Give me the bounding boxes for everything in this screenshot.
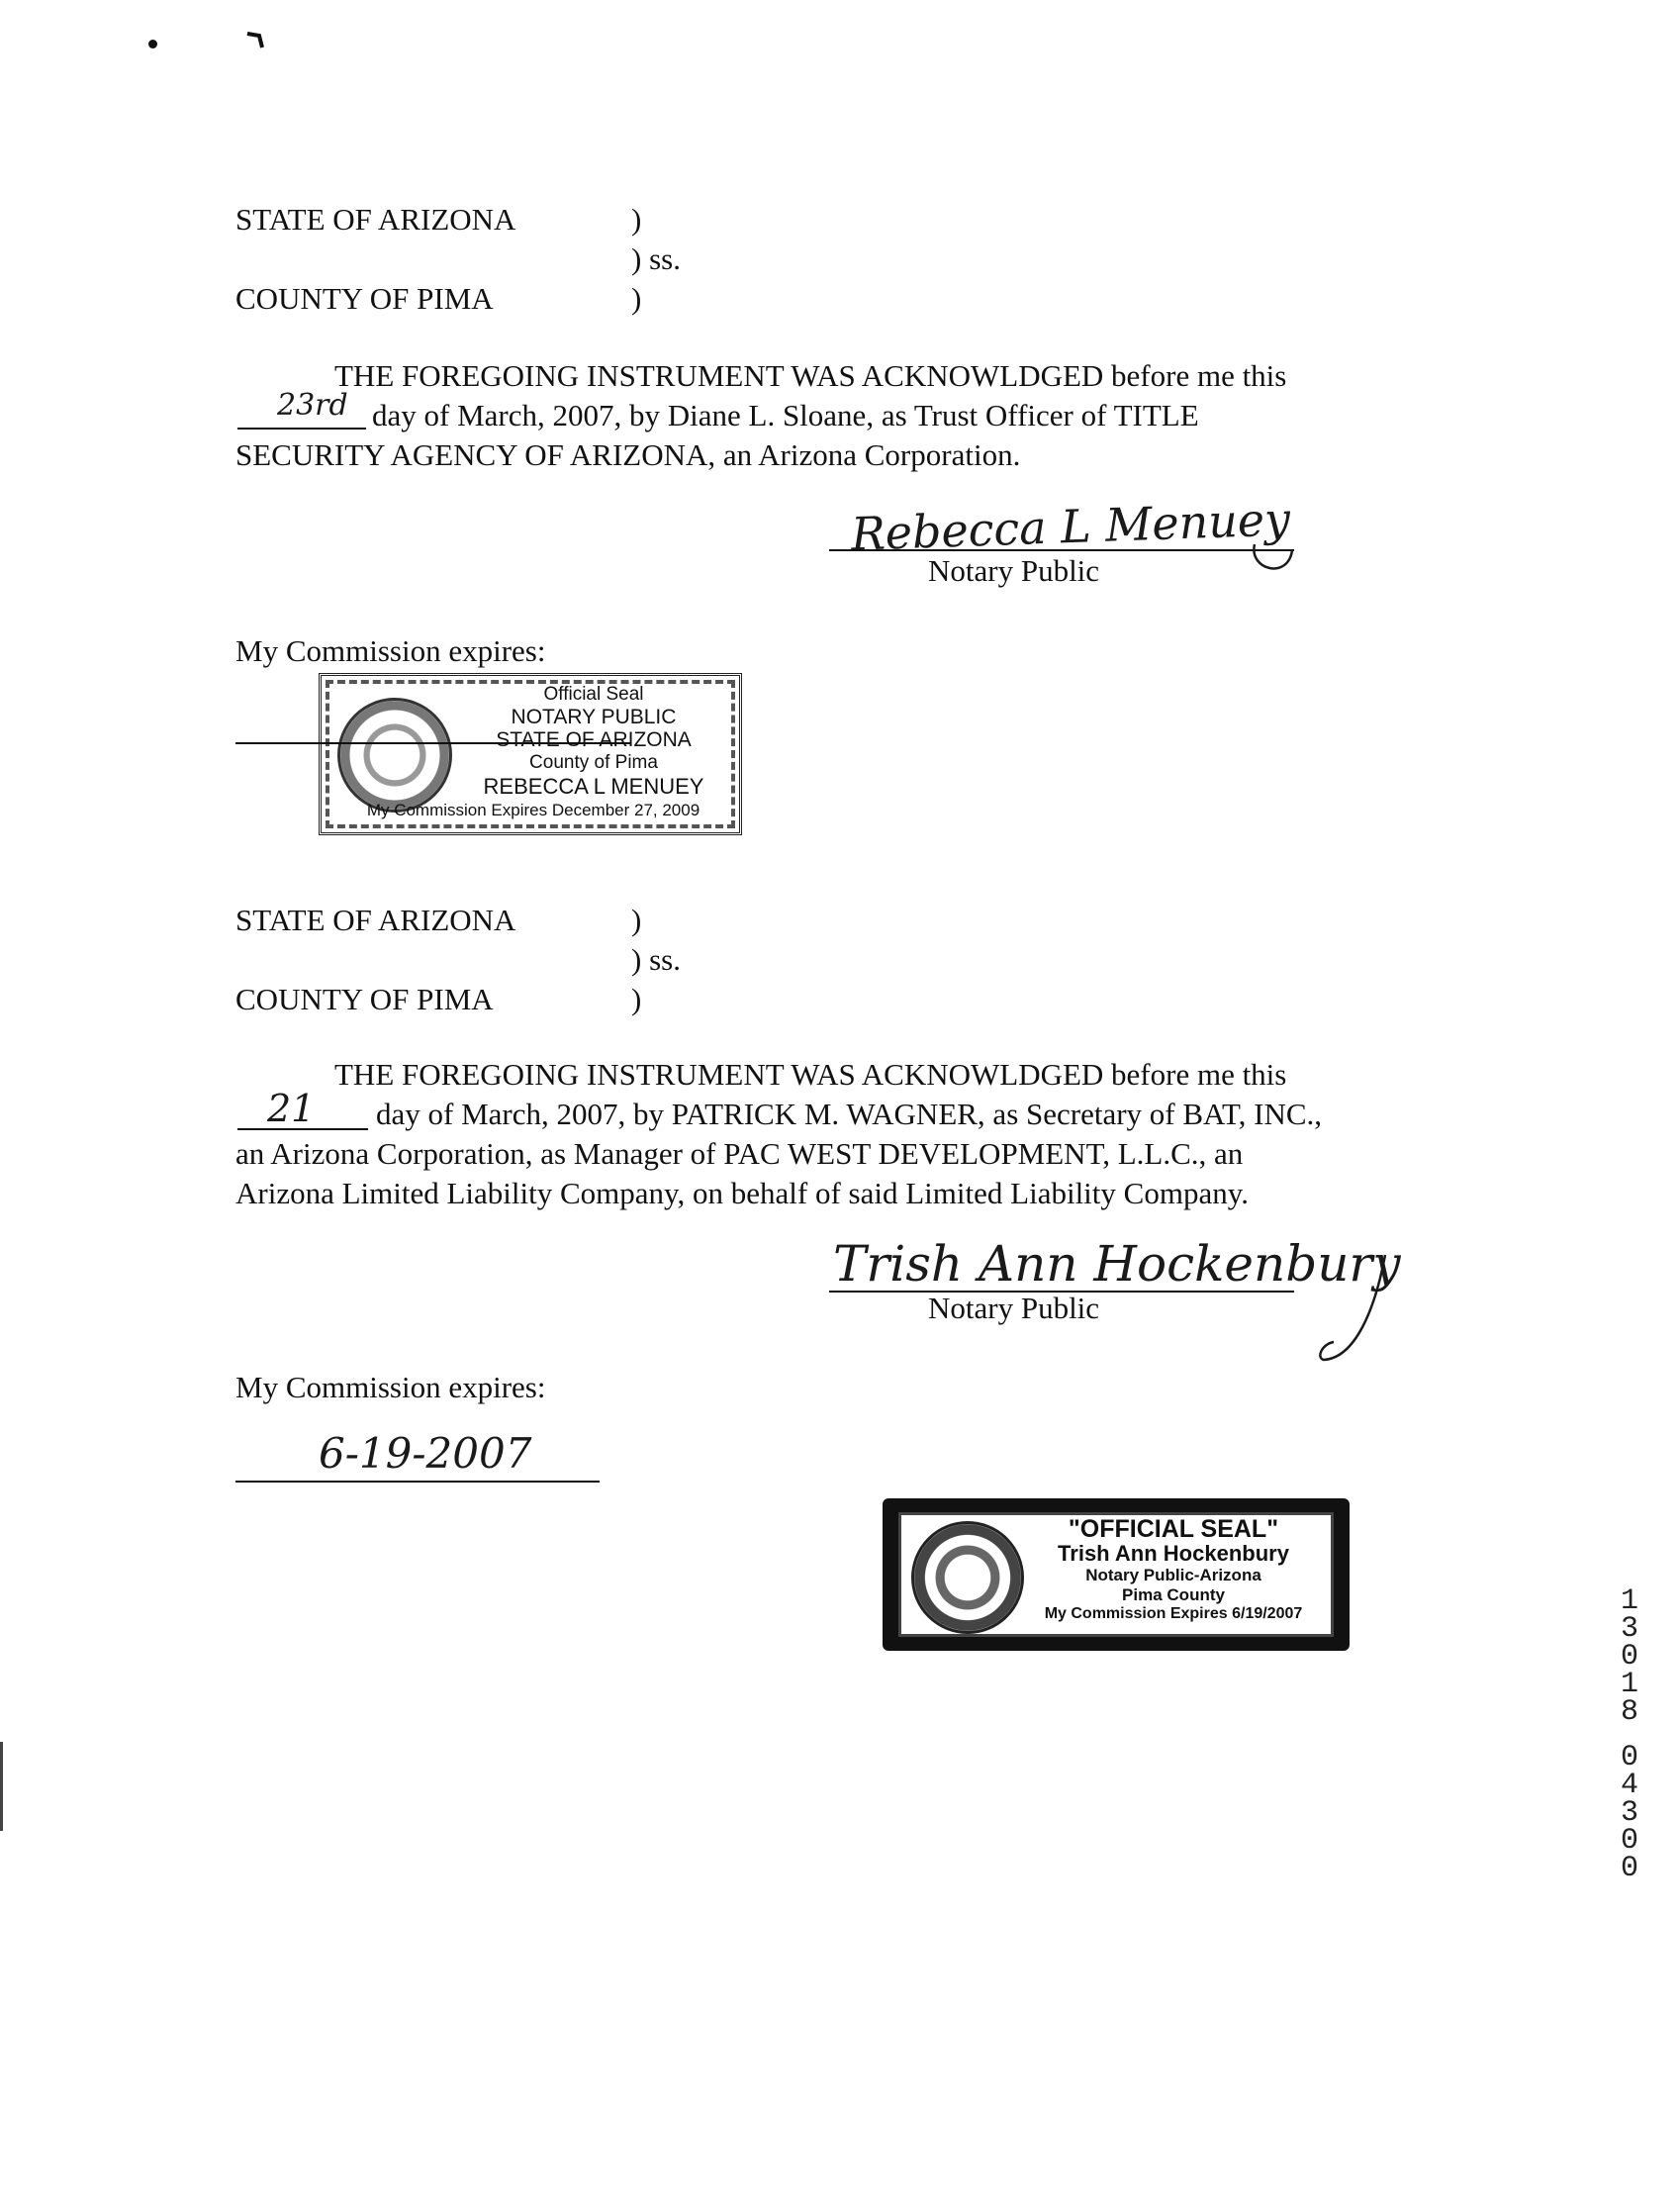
ack-line1-1: THE FOREGOING INSTRUMENT WAS ACKNOWLDGED before me this: [334, 358, 1287, 393]
state-label-1: STATE OF ARIZONA: [235, 202, 516, 237]
seal1-line6: My Commission Expires December 27, 2009: [366, 801, 700, 819]
commission-label-2: My Commission expires:: [235, 1370, 546, 1404]
commission-label-1: My Commission expires:: [235, 633, 546, 668]
notary-seal-trish: [883, 1498, 1350, 1651]
rec-digit: 0: [1620, 1852, 1638, 1885]
rec-digit: 3: [1620, 1612, 1638, 1646]
seal2-inner: [898, 1512, 1334, 1637]
seal2-line3: Notary Public-Arizona: [1085, 1566, 1261, 1584]
day-underline-2: [237, 1128, 368, 1130]
ack-line3-1: SECURITY AGENCY OF ARIZONA, an Arizona Corporation.: [235, 437, 1021, 472]
ack-line3-2: an Arizona Corporation, as Manager of PAC WEST DEVELOPMENT, L.L.C., an: [235, 1136, 1244, 1171]
day-handwritten-1: 23rd: [277, 388, 348, 423]
county-label-1: COUNTY OF PIMA: [235, 281, 494, 316]
ss-label-2: ) ss.: [631, 942, 681, 977]
signature-flourish-1: [1249, 540, 1298, 584]
signature-flourish-2: [1316, 1249, 1405, 1368]
recording-number-vertical: [1615, 1584, 1644, 1885]
rec-digit: 1: [1620, 1584, 1638, 1618]
ack-line2-2: day of March, 2007, by PATRICK M. WAGNER, as Secretary of BAT, INC.,: [376, 1097, 1323, 1131]
paren-2b: ): [631, 982, 642, 1016]
notary-signature-2: Trish Ann Hockenbury: [833, 1235, 1401, 1293]
state-label-2: STATE OF ARIZONA: [235, 903, 516, 937]
ack-line1-2: THE FOREGOING INSTRUMENT WAS ACKNOWLDGED before me this: [334, 1057, 1287, 1092]
arizona-seal-emblem-2: [911, 1521, 1024, 1634]
ack-line4-2: Arizona Limited Liability Company, on behalf of said Limited Liability Company.: [235, 1176, 1249, 1210]
rec-digit: 3: [1620, 1796, 1638, 1830]
seal2-line1: "OFFICIAL SEAL": [1068, 1515, 1279, 1543]
seal1-line4: County of Pima: [529, 752, 658, 773]
paren-1b: ): [631, 281, 642, 316]
arizona-seal-emblem: [337, 698, 452, 813]
rec-digit: 0: [1620, 1824, 1638, 1858]
rec-digit: 8: [1620, 1695, 1638, 1729]
paren-2a: ): [631, 903, 642, 937]
scan-edge-mark: [0, 1742, 3, 1831]
seal1-line3: STATE OF ARIZONA: [496, 728, 692, 751]
ack-line2-1: day of March, 2007, by Diane L. Sloane, as Trust Officer of TITLE: [372, 398, 1199, 432]
rec-digit: 1: [1620, 1668, 1638, 1701]
notary-public-label-2: Notary Public: [928, 1291, 1100, 1325]
notary-seal-rebecca: [319, 673, 742, 835]
scan-mark: [245, 30, 271, 53]
county-label-2: COUNTY OF PIMA: [235, 982, 494, 1016]
paren-1a: ): [631, 202, 642, 237]
rec-digit: 4: [1620, 1769, 1638, 1802]
notary-signature-1: Rebecca L Menuey: [850, 492, 1291, 561]
rec-digit: 0: [1620, 1640, 1638, 1674]
commission-line-1: [235, 742, 631, 744]
day-handwritten-2: 21: [267, 1087, 316, 1130]
rec-digit: 0: [1620, 1741, 1638, 1774]
seal2-line5: My Commission Expires 6/19/2007: [1044, 1605, 1303, 1622]
seal1-line5: REBECCA L MENUEY: [483, 774, 704, 799]
scan-dot: [148, 40, 157, 48]
day-underline-1: [237, 428, 366, 430]
seal2-line2: Trish Ann Hockenbury: [1058, 1541, 1289, 1566]
ss-label-1: ) ss.: [631, 241, 681, 276]
seal2-line4: Pima County: [1122, 1585, 1225, 1604]
notary-public-label-1: Notary Public: [928, 553, 1100, 588]
commission-line-2: [235, 1481, 600, 1483]
seal1-line1: Official Seal: [543, 684, 644, 705]
commission-date-2: 6-19-2007: [319, 1429, 532, 1478]
seal1-line2: NOTARY PUBLIC: [511, 706, 677, 728]
